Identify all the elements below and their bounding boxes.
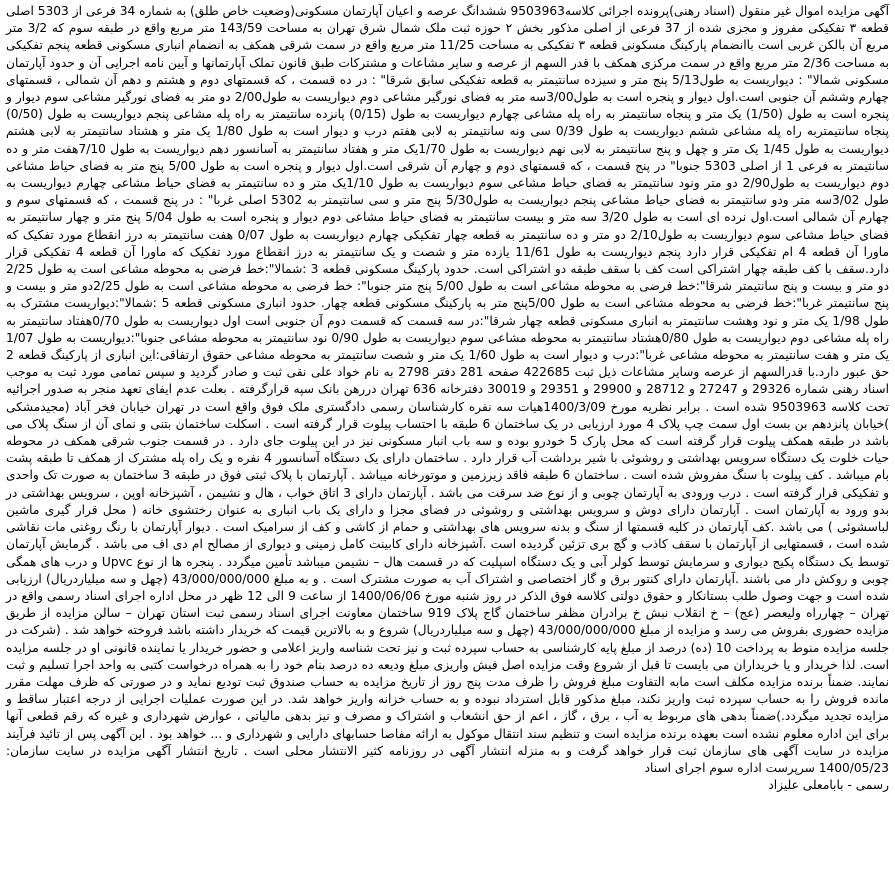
auction-notice-body: آگهی مزایده اموال غیر منقول (اسناد رهنی)پرونده اجرائی کلاسه9503963 ششدانگ عرصه و اعیان آپارتمان مسکونی(وضعیت خاص طلق) به شماره 34 فرعی از 5303 اصلی قطعه ۳ تفکیکی مفروز و مجزی شده از 37 فرعی از اصلی مذکور بخش ۲ حوزه ثبت ملک شمال شرق تهران به مساحت 143/59 متر مربع واقع در طبقه سوم که 3/2 متر مربع آن بالکن غربی است باانضمام پارکینگ مسکونی قطعه ۳ تفکیکی به مساحت 11/25 متر مربع واقع در سمت شرقی همکف به انضمام انباری مسکونی قطعه پنجم تفکیکی به مساحت 2/36 متر مربع واقع در سمت مرکزی همکف با قدر السهم از عرصه و سایر مشاعات و مشترکات طبق قانون تملک آپارتمانها و آیین نامه اجرایی آن و حدود آپارتمان مسکونی شمالا" : دیواریست به طول5/13 پنج متر و سیزده سانتیمتر به قطعه تفکیکی سابق شرقا" : در ده قسمت ، که قسمتهای دوم و هشتم و دهم آن شمالی ، قسمتهای چهارم وششم آن جنوبی است.اول دیوار و پنجره است به طول3/00سه متر به فضای نورگیر مشاعی دوم دیواریست به طول2/00 دو متر به فضای نورگیر مشاعی سوم دیوار و پنجره است به طول (1/50) یک متر و پنجاه سانتیمتر به راه پله مشاعی چهارم دیواریست به طول (0/15) پانزده سانتیمتر به راه پله مشاعی پنجم دیواریست به طول (0/50) پنجاه سانتیمتربه راه پله مشاعی ششم دیواریست به طول 0/39 سی ونه سانتیمتر به لابی هفتم درب و دیوار است به طول 1/80 یک متر و هشتاد سانتیمتر به لابی هشتم دیواریست به طول 1/45 یک متر و چهل و پنج سانتیمتر به لابی نهم دیواریست به طول 1/70یک متر و هفتاد سانتیمتر به آسانسور دهم دیواریست به طول 7/10هفت متر و ده سانتیمتر به فرعی 1 از اصلی 5303 جنوبا" در پنج قسمت ، که قسمتهای دوم و چهارم آن شرقی است.اول دیوار و پنجره است به طول 5/00 پنج متر به فضای حیاط مشاعی دوم دیواریست به طول2/90 دو متر ونود سانتیمتر به فضای حیاط مشاعی سوم دیواریست به طول 1/10یک متر و ده سانتیمتر به فضای حیاط مشاعی چهارم دیواریست به طول 3/02سه متر ودو سانتیمتر به فضای حیاط مشاعی پنجم دیواریست به طول5/30 پنج متر و سی سانتیمتر به 5302 اصلی غربا" : در پنج قسمت ، که قسمتهای سوم و چهارم آن شمالی است.اول نرده ای است به طول 3/20 سه متر و بیست سانتیمتر به فضای حیاط مشاعی دوم دیوار و پنجره است به طول 5/04 پنج متر و چهار سانتیمتر به فضای حیاط مشاعی سوم دیواریست به طول2/10 دو متر و ده سانتیمتر به قطعه چهار تفکیکی چهارم دیواریست به طول 0/07 هفت سانتیمتر به درز انقطاع مورد تفکیک که ماورا آن قطعه 4 ام تفکیکی قرار دارد پنجم دیواریست به طول 11/61 یازده متر و شصت و یک سانتیمتر به درز انقطاع مورد تفکیک که ماورا آن قطعه 4 تفکیکی قرار دارد.سقف با کف طبقه چهار اشتراکی است کف با سقف طبقه دو اشتراکی است. حدود پارکینگ مسکونی قطعه 3 :شمالا":خط فرضی به محوطه مشاعی است به طول 2/25 دو متر و بیست و پنج سانتیمتر شرقا":خط فرضی به محوطه مشاعی است به طول 5/00 پنج متر جنوبا": خط فرضی به محوطه مشاعی است به طول 2/25دو متر و بیست و پنج سانتیمتر غربا":خط فرضی به محوطه مشاعی است به طول 5/00پنج متر به پارکینگ مسکونی قطعه چهار. حدود انباری مسکونی قطعه 5 :شمالا":دیواریست مشترک به طول 1/98 یک متر و نود وهشت سانتیمتر به انباری مسکونی قطعه چهار شرقا":در سه قسمت که قسمت دوم آن جنوبی است اول دیواریست به طول 0/70هفتاد سانتیمتر به راه پله مشاعی دوم دیواریست به طول 0/80هشتاد سانتیمتر به محوطه مشاعی سوم دیواریست به طول 0/90 نود سانتیمتر به محوطه مشاعی جنوبا":دیواریست به طول 1/07 یک متر و هفت سانتیمتر به محوطه مشاعی غربا":درب و دیوار است به طول 1/60 یک متر و شصت سانتیمتر به محوطه مشاعی حقوق ارتفاقی:این انباری از پارکینگ قطعه 2 حق عبور دارد.با قدرالسهم از عرصه وسایر مشاعات ذیل ثبت 422685 صفحه 281 دفتر 2798 به نام خواد علی نقی ثبت و صادر گردید و سپس تمامی مورد ثبت به موجب اسناد رهنی شماره 29326 و 27247 و 28712 و 29900 و 29351 و 30019 دفترخانه 636 تهران دررهن بانک سپه قرارگرفته . بعلت عدم ایفای تعهد منجر به صدور اجرائیه تحت کلاسه 9503963 شده است . برابر نظریه مورخ 1400/3/09هیات سه نفره کارشناسان رسمی دادگستری ملک فوق واقع است در تهران خیابان فخر آباد (مجیدمشکی )خیابان پانزدهم بن بست اول سمت چپ پلاک 4 مورد ارزیابی در یک ساختمان 6 طبقه با احتساب پیلوت قرار گرفته است . اسکلت ساختمان بتنی و نمای آن از سنگ پلاک می باشد در طبقه همکف پیلوت قرار گرفته است که محل پارک 5 خودرو بوده و سه باب انبار مسکونی نیز در این پیلوت جای دارد . در قسمت جنوب شرقی همکف در محوطه حیات خلوت یک دستگاه سرویس بهداشتی و روشوئی با شیر برداشت آب قرار دارد . ساختمان دارای یک دستگاه آسانسور 4 نفره و یک راه پله مشترک از همکف تا طبقه پشت بام میباشد . کف پیلوت با سنگ مفروش شده است . ساختمان 6 طبقه فاقد زیرزمین و موتورخانه میباشد . آپارتمان با پلاک ثبتی فوق در طبقه 3 ساختمان به صورت تک واحدی و تفکیکی قرار گرفته است . درب ورودی به آپارتمان چوبی و از نوع ضد سرقت می باشد . آپارتمان دارای 3 اتاق خواب ، هال و نشیمن ، آشپزخانه اوپن ، سرویس بهداشتی در بدو ورود به آپارتمان است . آپارتمان دارای دوش و سرویس بهداشتی و روشوئی در فضای مجزا و دارای یک باب انباری به عنوان رختشوی خانه ( محل قرار گیری ماشین لباسشوئی ) می باشد .کف آپارتمان در کلیه قسمتها از سنگ و بدنه سرویس های بهداشتی و حمام از کاشی و کف از سرامیک است . دیوار آپارتمان با رنگ روغنی مات نقاشی شده است ، قسمتهایی از آپارتمان با سقف کاذب و گچ بری تزئین گردیده است .آشپزخانه دارای کابینت کامل زمینی و دیواری از مصالح ام دی اف می باشد . گرمایش آپارتمان توسط یک دستگاه پکیج دیواری و سرمایش توسط کولر آبی و یک دستگاه اسپلیت که در قسمت هال – نشیمن میباشد تأمین میگردد . پنجره ها از نوع Upvc و درب های همگی چوبی و روکش دار می باشند .آپارتمان دارای کنتور برق و گاز اختصاصی و اشتراک آب به صورت مشترک است . و به مبلغ 43/000/000/000 (چهل و سه میلیاردریال) ارزیابی شده است و جهت وصول طلب بستانکار و حقوق دولتی کلاسه فوق الذکر در روز شنبه مورخ 1400/06/06 از ساعت 9 الی 12 ظهر در محل اداره اجرای اسناد رسمی واقع در تهران – چهارراه ولیعصر (عج) – خ انقلاب نبش خ برادران مظفر ساختمان گاج پلاک 919 ساختمان معاونت اجرای اسناد رسمی ثبت استان تهران – سالن مزایده از طریق مزایده حضوری بفروش می رسد و مزایده از مبلغ 43/000/000/000 (چهل و سه میلیاردریال) شروع و به بالاترین قیمت که خریدار داشته باشد فروخته خواهد شد . (شرکت در جلسه مزایده منوط به پرداخت 10 (ده) درصد از مبلغ پایه کارشناسی به حساب سپرده ثبت و نیز تحت شناسه واریز اعلامی و حضور خریدار یا نماینده قانونی او در جلسه مزایده است. لذا خریدار و یا خریداران می بایست تا قبل از شروع وقت مزایده اصل فیش واریزی مبلغ ودیعه ده درصد بنام خود را به همراه درخواست کتبی به واحد اجرا تسلیم و ثبت نمایند. ضمناً برنده مزایده مکلف است مابه التفاوت مبلغ فروش را ظرف مدت پنج روز از تاریخ مزایده به حساب صندوق ثبت تودیع نماید و در صورتی که ظرف مهلت مقرر مانده فروش را به حساب سپرده ثبت واریز نکند، مبلغ مذکور قابل استرداد نبوده و به حساب خزانه واریز خواهد شد. در این صورت عملیات اجرایی از درجه اعتبار ساقط و مزایده تجدید میگردد.)ضمناً بدهی های مربوط به آب ، برق ، گاز ، اعم از حق انشعاب و اشتراک و مصرف و نیز بدهی مالیاتی ، عوارض شهرداری و غیره که رقم قطعی آنها برای این اداره معلوم نشده است بعهده برنده مزایده است و تنظیم سند انتقال موکول به ارائه مفاصا حسابهای دارایی و شهرداری و ... خواهد بود . این آگهی پس از تائید فرآیند مزایده در سایت آگهی های سازمان ثبت قرار خواهد گرفت و به منزله انتشار آگهی در روزنامه کثیر الانتشار محلی است . تاریخ انتشار آگهی مزایده در سایت سازمان: 1400/05/23 سرپرست اداره سوم اجرای اسناد (5, 4, 890, 775)
auction-notice-signature: رسمی - بابامعلی علیزاد (768, 778, 889, 793)
